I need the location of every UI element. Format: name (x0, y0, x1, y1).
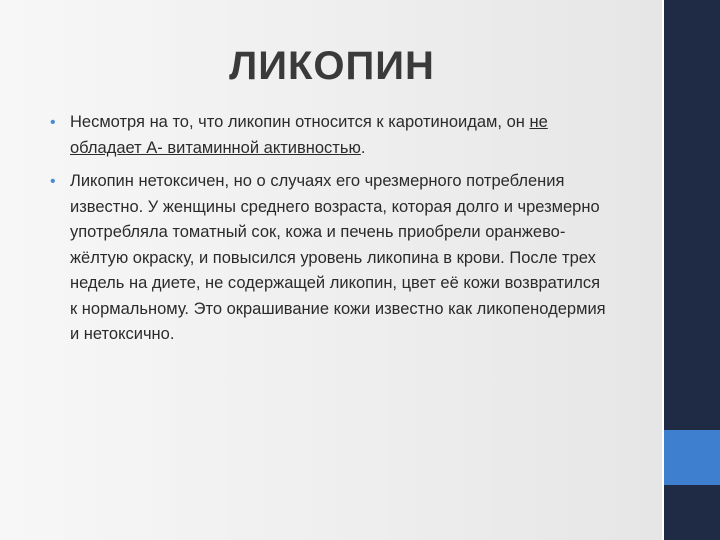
bullet-dot-icon: • (50, 173, 56, 190)
bullet-item-1 (50, 110, 610, 161)
bullet-item-2 (50, 169, 610, 348)
bullet-dot-icon: • (50, 114, 56, 131)
sidebar-accent-block (664, 430, 720, 485)
bullet-1-period: . (360, 138, 366, 157)
bullet-1-underlined-text: не обладает А- витаминной активностью (70, 113, 548, 157)
bullet-1-text: Несмотря на то, что ликопин относится к каротиноидам, он (70, 113, 525, 131)
slide-title: ЛИКОПИН (229, 44, 435, 88)
slide-body (50, 110, 610, 356)
bullet-2-text: Ликопин нетоксичен, но о случаях его чрезмерного потребления известно. У женщины среднего возраста, которая долго и чрезмерно употребляла томатный сок, кожа и печень приобрели оранжево-жёлтую окраску, и повысился уровень ликопина в крови. После трех недель на диете, не содержащей ликопин, цвет её кожи возвратился к нормальному. Это окрашивание кожи известно как ликопенодермия и нетоксично. (70, 172, 606, 343)
